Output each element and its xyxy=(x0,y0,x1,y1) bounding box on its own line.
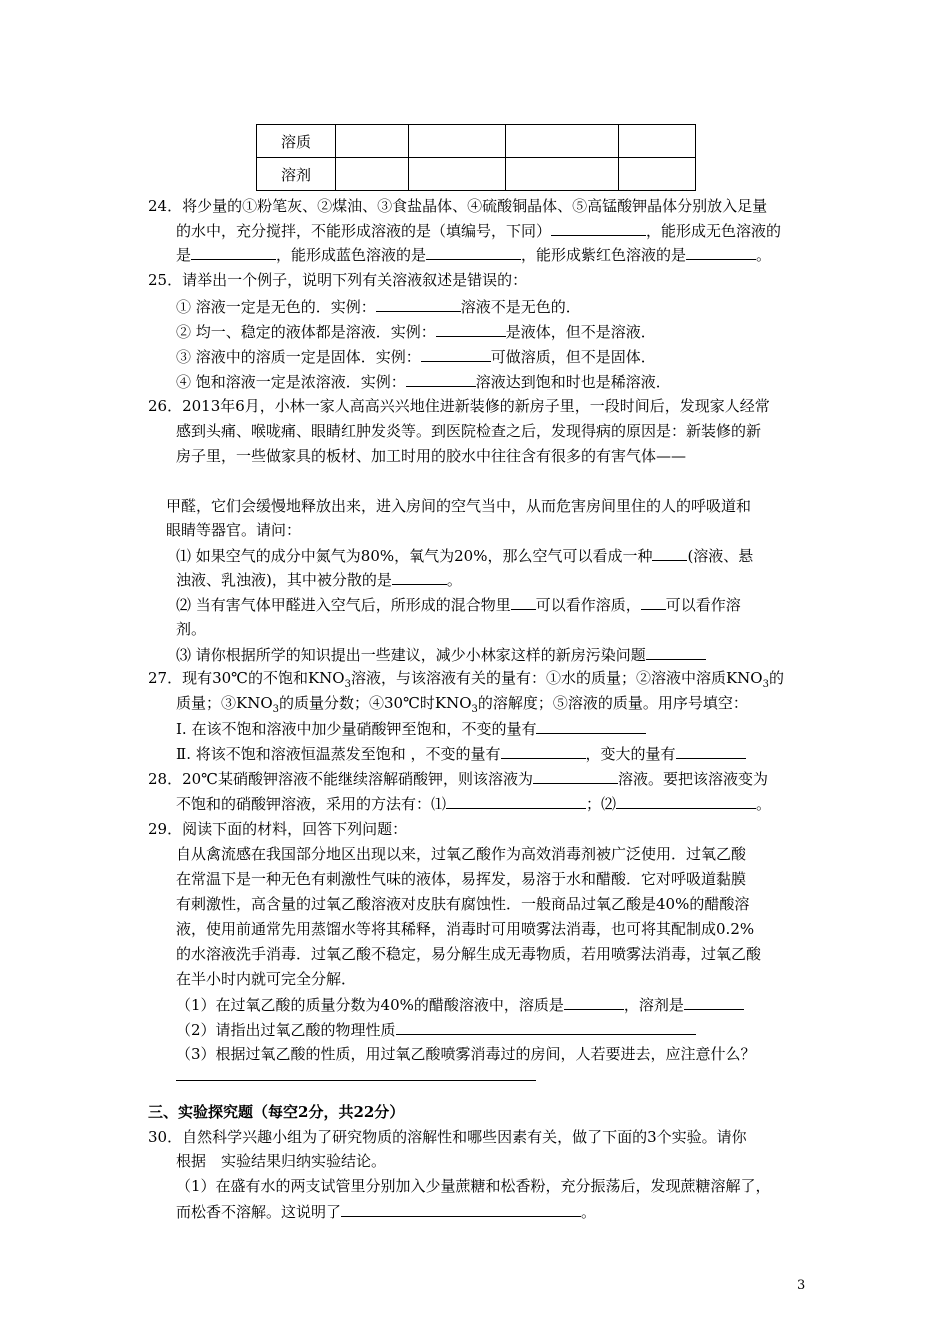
answer-blank[interactable] xyxy=(686,244,756,260)
q29-sub1: （1）在过氧乙酸的质量分数为40%的醋酸溶液中，溶质是 ，溶剂是 xyxy=(176,994,744,1015)
q28-line2: 不饱和的硝酸钾溶液，采用的方法有：⑴ ；⑵ 。 xyxy=(176,795,772,813)
q26-sub2-line2: 剂。 xyxy=(176,620,207,638)
answer-blank[interactable] xyxy=(446,793,586,809)
answer-blank[interactable] xyxy=(376,296,461,312)
answer-blank[interactable] xyxy=(641,594,666,610)
q30-sub1-line1: （1）在盛有水的两支试管里分别加入少量蔗糖和松香粉，充分振荡后，发现蔗糖溶解了， xyxy=(176,1177,771,1195)
row-label-solute: 溶质 xyxy=(257,125,336,158)
q25-item3: ③ 溶液中的溶质一定是固体．实例： 可做溶质，但不是固体． xyxy=(176,348,656,366)
answer-blank[interactable] xyxy=(396,1019,696,1035)
section-title: 三、实验探究题（每空2分，共22分） xyxy=(148,1103,405,1121)
answer-blank[interactable] xyxy=(392,569,447,585)
q26-line3: 房子里，一些做家具的板材、加工时用的胶水中往往含有很多的有害气体—— xyxy=(176,447,687,465)
solute-solvent-table xyxy=(256,124,696,191)
q30-line1: 30．自然科学兴趣小组为了研究物质的溶解性和哪些因素有关，做了下面的3个实验。请你 xyxy=(148,1128,747,1146)
answer-blank[interactable] xyxy=(426,244,521,260)
answer-blank[interactable] xyxy=(676,743,746,759)
q25-item4: ④ 饱和溶液一定是浓溶液．实例： 溶液达到饱和时也是稀溶液． xyxy=(176,373,671,391)
row-label-solvent: 溶剂 xyxy=(257,158,336,191)
table-row xyxy=(257,125,696,158)
q29-para-line3: 有刺激性，高含量的过氧乙酸溶液对皮肤有腐蚀性．一般商品过氧乙酸是40%的醋酸溶 xyxy=(176,895,750,913)
answer-blank[interactable] xyxy=(564,994,624,1010)
q25-item2: ② 均一、稳定的液体都是溶液．实例： 是液体，但不是溶液． xyxy=(176,323,656,341)
q24-line1: 24．将少量的①粉笔灰、②煤油、③食盐晶体、④硫酸铜晶体、⑤高锰酸钾晶体分别放入足量 xyxy=(148,197,768,215)
answer-blank[interactable] xyxy=(436,321,506,337)
q26-line1: 26．2013年6月，小林一家人高高兴兴地住进新装修的新房子里，一段时间后，发现家人经常 xyxy=(148,397,770,415)
table-cell xyxy=(409,125,506,158)
table-cell xyxy=(409,158,506,191)
answer-blank[interactable] xyxy=(684,994,744,1010)
q30-sub1-line2: 而松香不溶解。这说明了 。 xyxy=(176,1203,597,1221)
answer-blank[interactable] xyxy=(536,718,646,734)
q26-line5: 眼睛等器官。请问： xyxy=(166,521,302,539)
q29-sub3: （3）根据过氧乙酸的性质，用过氧乙酸喷雾消毒过的房间，人若要进去，应注意什么？ xyxy=(176,1045,756,1063)
q24-line3: 是 ，能形成蓝色溶液的是 ，能形成紫红色溶液的是 。 xyxy=(176,246,772,264)
answer-blank[interactable] xyxy=(341,1201,581,1217)
answer-blank[interactable] xyxy=(616,793,756,809)
q27-line1: 27．现有30℃的不饱和$KNO_3$溶液，与该溶液有关的量有：①水的质量；②溶液中溶质$KNO_3$的 xyxy=(148,669,784,690)
q28-line1: 28．20℃某硝酸钾溶液不能继续溶解硝酸钾，则该溶液为 溶液。要把该溶液变为 xyxy=(148,770,768,788)
table-cell xyxy=(619,125,696,158)
answer-blank[interactable] xyxy=(421,346,491,362)
table-row xyxy=(257,158,696,191)
answer-blank[interactable] xyxy=(646,644,706,660)
answer-blank[interactable] xyxy=(511,594,536,610)
table-cell xyxy=(506,125,619,158)
q25-line1: 25．请举出一个例子，说明下列有关溶液叙述是错误的： xyxy=(148,271,528,289)
q24-line2: 的水中，充分搅拌，不能形成溶液的是（填编号，下同） ，能形成无色溶液的 xyxy=(176,222,782,240)
table-cell xyxy=(619,158,696,191)
q29-sub2: （2）请指出过氧乙酸的物理性质 xyxy=(176,1019,696,1040)
q27-item1: Ⅰ. 在该不饱和溶液中加少量硝酸钾至饱和，不变的量有 xyxy=(176,718,646,739)
q26-line2: 感到头痛、喉咙痛、眼睛红肿发炎等。到医院检查之后，发现得病的原因是：新装修的新 xyxy=(176,422,762,440)
answer-blank[interactable] xyxy=(652,545,687,561)
table-cell xyxy=(336,158,409,191)
q25-item1: ① 溶液一定是无色的．实例： 溶液不是无色的． xyxy=(176,298,581,316)
q26-sub3: ⑶ 请你根据所学的知识提出一些建议，减少小林家这样的新房污染问题 xyxy=(176,644,706,665)
answer-blank[interactable] xyxy=(533,768,618,784)
q30-line2: 根据 实验结果归纳实验结论。 xyxy=(176,1152,387,1170)
q29-para-line4: 液，使用前通常先用蒸馏水等将其稀释，消毒时可用喷雾法消毒，也可将其配制成0.2% xyxy=(176,920,755,938)
q29-para-line6: 在半小时内就可完全分解． xyxy=(176,970,357,988)
q29-para-line2: 在常温下是一种无色有刺激性气味的液体，易挥发，易溶于水和醋酸．它对呼吸道黏膜 xyxy=(176,870,747,888)
q26-line4: 甲醛，它们会缓慢地释放出来，进入房间的空气当中，从而危害房间里住的人的呼吸道和 xyxy=(166,497,752,515)
q26-sub1-line2: 浊液、乳浊液)，其中被分散的是 。 xyxy=(176,571,462,589)
answer-blank[interactable] xyxy=(501,743,586,759)
answer-blank[interactable] xyxy=(406,371,476,387)
answer-line[interactable] xyxy=(176,1080,536,1081)
page-number: 3 xyxy=(797,1278,806,1293)
q27-line2: 质量；$③KNO_3$的质量分数；④30℃时$KNO_3$的溶解度；⑤溶液的质量。用序号填空： xyxy=(176,694,748,715)
q26-sub2-line1: ⑵ 当有害气体甲醛进入空气后，所形成的混合物里 可以看作溶质， 可以看作溶 xyxy=(176,596,741,614)
q29-para-line5: 的水溶液洗手消毒．过氧乙酸不稳定，易分解生成无毒物质，若用喷雾法消毒，过氧乙酸 xyxy=(176,945,762,963)
q26-sub1-line1: ⑴ 如果空气的成分中氮气为80%，氧气为20%，那么空气可以看成一种 (溶液、悬 xyxy=(176,547,754,565)
q27-item2: Ⅱ. 将该不饱和溶液恒温蒸发至饱和 ，不变的量有 ，变大的量有 xyxy=(176,743,746,764)
table-cell xyxy=(506,158,619,191)
q29-para-line1: 自从禽流感在我国部分地区出现以来，过氧乙酸作为高效消毒剂被广泛使用．过氧乙酸 xyxy=(176,845,747,863)
answer-blank[interactable] xyxy=(551,220,646,236)
table-cell xyxy=(336,125,409,158)
answer-blank[interactable] xyxy=(191,244,276,260)
q29-line1: 29．阅读下面的材料，回答下列问题： xyxy=(148,820,408,838)
